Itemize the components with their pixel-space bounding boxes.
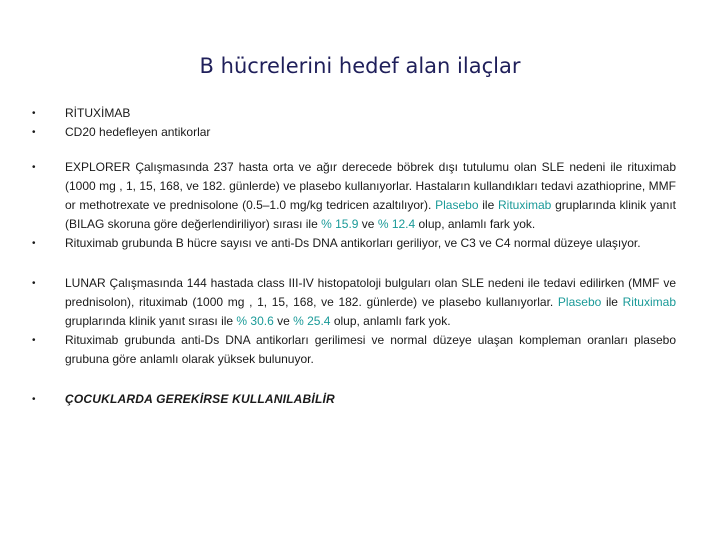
- lunar-value-1: % 30.6: [236, 314, 274, 328]
- explorer-text-2: gruplarında klinik yanıt (BILAG skoruna göre değerlendiriliyor) sırası ile: [65, 198, 676, 231]
- bullet-rituximab: [30, 104, 676, 123]
- explorer-text-1: EXPLORER Çalışmasında 237 hasta orta ve ağır derecede böbrek dışı tutulumu olan SLE nedeni ile rituximab (1000 mg , 1, 15, 168, ve 182. günlerde) ve plasebo kullanıyorlar. Hastaların kullandıkları tedavi azathioprine, MMF or methotrexate ve prednisolone (0.5–1.0 mg/kg tedricen azaltılıyor).: [65, 160, 676, 212]
- bullet-lunar: [30, 274, 676, 331]
- bullet-lunar-result: [30, 331, 676, 369]
- explorer-ve: ve: [358, 217, 378, 231]
- bullet-dot: •: [32, 335, 36, 346]
- bullet-explorer: [30, 158, 676, 234]
- lunar-ile: ile: [601, 295, 623, 309]
- lunar-text-1: LUNAR Çalışmasında 144 hastada class III-IV histopatoloji bulguları olan SLE nedeni ile tedavi edilirken (MMF ve prednisolon), rituximab (1000 mg , 1, 15, 168, ve 182. günlerde) ve plasebo kullanıyorlar.: [65, 276, 676, 309]
- slide-title: B hücrelerini hedef alan ilaçlar: [199, 54, 521, 78]
- bullet-explorer-result: [30, 234, 676, 253]
- lunar-text-2: gruplarında klinik yanıt sırası ile: [65, 314, 237, 328]
- bullet-cd20: [30, 123, 676, 142]
- bullet-dot: •: [32, 162, 36, 173]
- explorer-result-text: Rituximab grubunda B hücre sayısı ve anti-Ds DNA antikorları geriliyor, ve C3 ve C4 normal düzeye ulaşıyor.: [65, 236, 641, 250]
- explorer-ile: ile: [478, 198, 498, 212]
- explorer-placebo: Plasebo: [435, 198, 479, 212]
- explorer-value-1: % 15.9: [321, 217, 359, 231]
- lunar-value-2: % 25.4: [293, 314, 331, 328]
- explorer-value-2: % 12.4: [377, 217, 416, 231]
- lunar-ve: ve: [273, 314, 294, 328]
- lunar-text-3: olup, anlamlı fark yok.: [330, 314, 451, 328]
- lunar-result-text: Rituximab grubunda anti-Ds DNA antikorları gerilimesi ve normal düzeye ulaşan kompleman oranları plasebo grubuna göre anlamlı olarak yüksek bulunuyor.: [65, 333, 676, 366]
- lunar-rituximab: Rituximab: [622, 295, 676, 309]
- cd20-text: CD20 hedefleyen antikorlar: [65, 125, 211, 139]
- cocuk-text: ÇOCUKLARDA GEREKİRSE KULLANILABİLİR: [65, 392, 335, 406]
- rituximab-heading: RİTUXİMAB: [65, 106, 131, 120]
- explorer-text-3: olup, anlamlı fark yok.: [415, 217, 536, 231]
- bullet-dot: •: [32, 108, 36, 119]
- bullet-dot: •: [32, 278, 36, 289]
- bullet-dot: •: [32, 127, 36, 138]
- bullet-dot: •: [32, 394, 36, 405]
- lunar-placebo: Plasebo: [557, 295, 602, 309]
- bullet-cocuk: [30, 390, 676, 409]
- bullet-dot: •: [32, 238, 36, 249]
- explorer-rituximab: Rituximab: [498, 198, 552, 212]
- bullet-list: [30, 104, 676, 409]
